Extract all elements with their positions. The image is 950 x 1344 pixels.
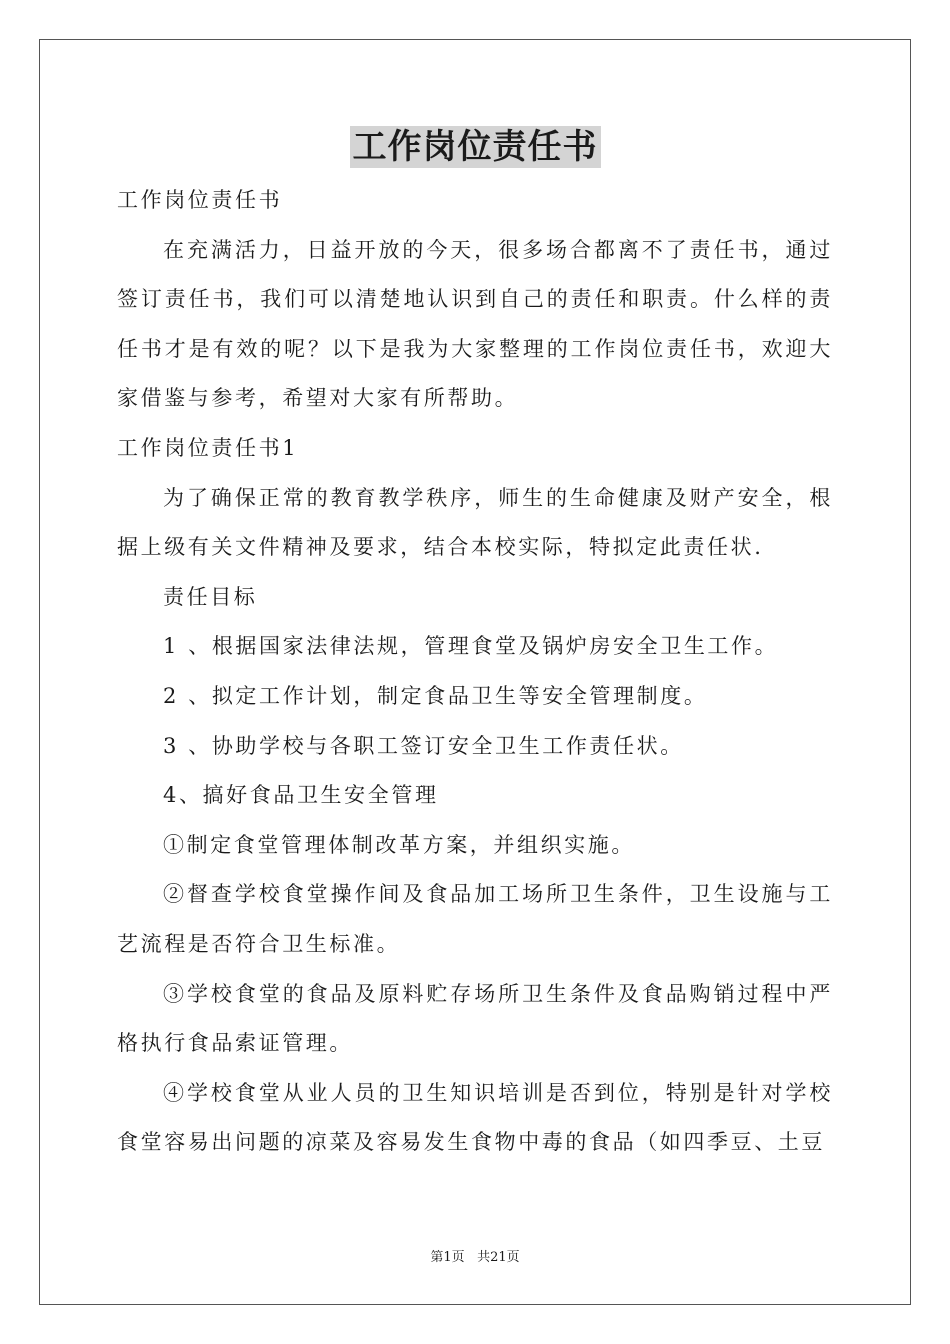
paragraph: ③学校食堂的食品及原料贮存场所卫生条件及食品购销过程中严格执行食品索证管理。 bbox=[117, 981, 833, 1056]
paragraph: 为了确保正常的教育教学秩序，师生的生命健康及财产安全，根据上级有关文件精神及要求，结合本校实际，特拟定此责任状. bbox=[117, 485, 833, 560]
paragraph: 4、搞好食品卫生安全管理 bbox=[163, 783, 439, 808]
paragraph: ②督查学校食堂操作间及食品加工场所卫生条件，卫生设施与工艺流程是否符合卫生标准。 bbox=[117, 882, 833, 956]
page-number: 第1页 bbox=[430, 1250, 465, 1265]
paragraph: 工作岗位责任书1 bbox=[117, 435, 299, 460]
page-total: 共21页 bbox=[477, 1250, 520, 1265]
paragraph: ①制定食堂管理体制改革方案，并组织实施。 bbox=[163, 832, 635, 857]
paragraph: 在充满活力，日益开放的今天，很多场合都离不了责任书，通过签订责任书，我们可以清楚地认识到自己的责任和职责。什么样的责任书才是有效的呢？以下是我为大家整理的工作岗位责任书，欢迎大家借鉴与参考，希望对大家有所帮助。 bbox=[117, 237, 833, 411]
title-area bbox=[0, 126, 950, 168]
document-title: 工作岗位责任书 bbox=[350, 126, 601, 168]
paragraph: 2 、拟定工作计划，制定食品卫生等安全管理制度。 bbox=[163, 683, 708, 708]
page-footer bbox=[0, 1246, 950, 1265]
paragraph: 责任目标 bbox=[163, 584, 258, 609]
paragraph: ④学校食堂从业人员的卫生知识培训是否到位，特别是针对学校食堂容易出问题的凉菜及容易发生食物中毒的食品（如四季豆、土豆 bbox=[117, 1080, 833, 1155]
paragraph: 3 、协助学校与各职工签订安全卫生工作责任状。 bbox=[163, 733, 684, 758]
paragraph: 1 、根据国家法律法规，管理食堂及锅炉房安全卫生工作。 bbox=[163, 634, 779, 659]
document-body bbox=[117, 176, 833, 1168]
paragraph: 工作岗位责任书 bbox=[117, 188, 283, 212]
